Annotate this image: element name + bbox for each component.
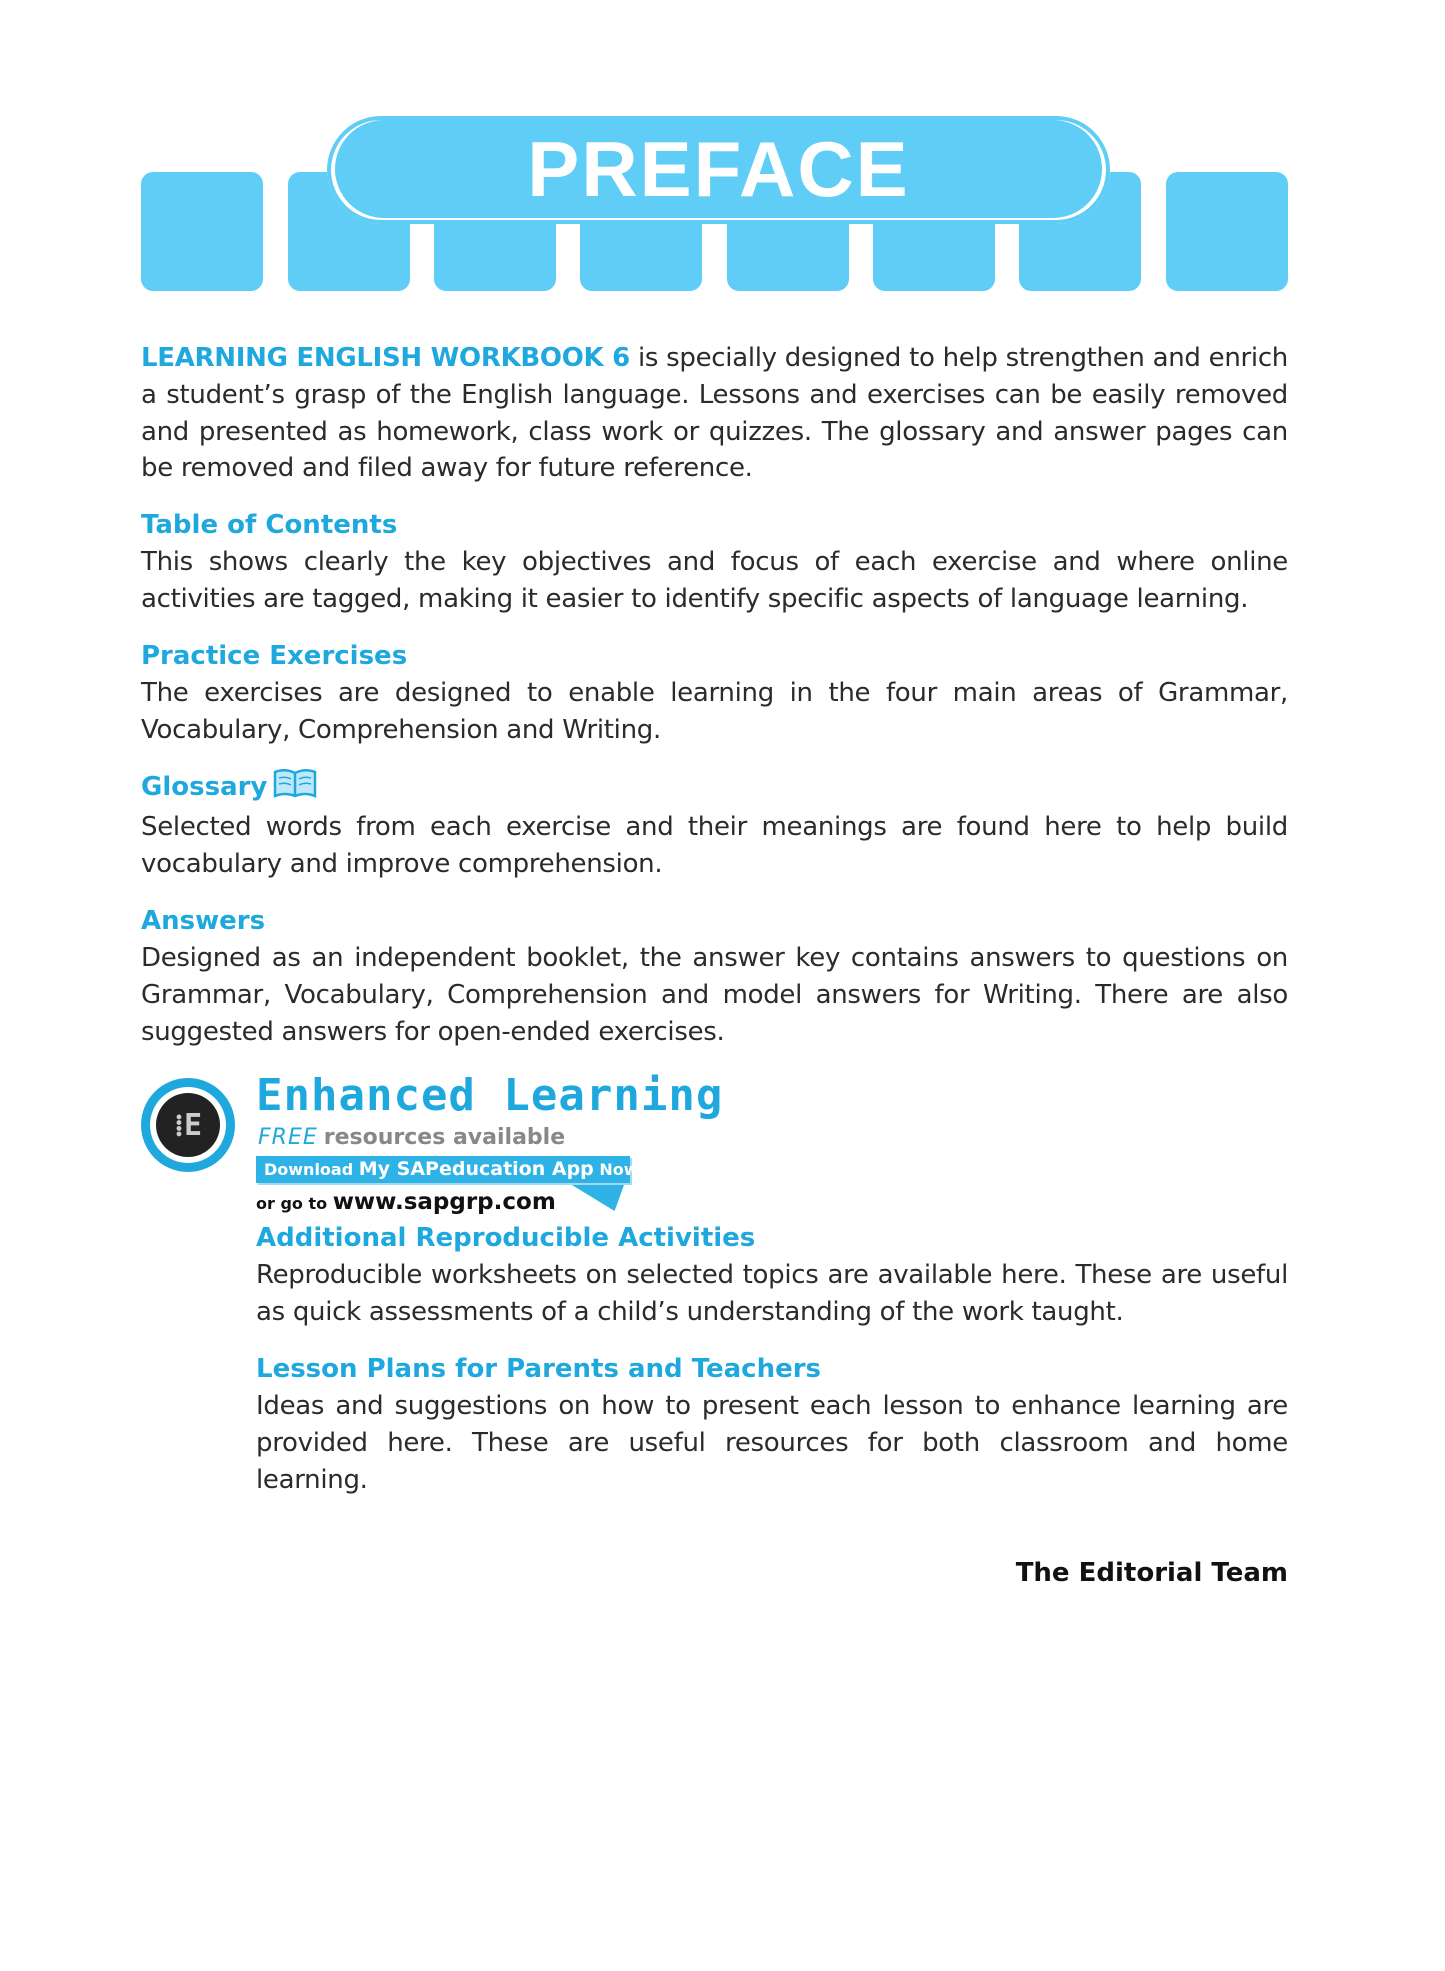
page-title: PREFACE (527, 124, 910, 213)
speech-tail (555, 1181, 626, 1211)
section-heading: Glossary (141, 772, 268, 803)
section-table-of-contents (141, 507, 1288, 618)
section-practice-exercises (141, 638, 1288, 749)
section-lesson-plans (256, 1351, 1288, 1498)
enhanced-learning-logo: ⁞E (141, 1078, 235, 1172)
signature: The Editorial Team (1015, 1558, 1288, 1589)
section-text: Selected words from each exercise and their meanings are found here to help build vocabulary and improve comprehension. (141, 812, 1288, 880)
enhanced-learning-header (141, 1070, 1288, 1220)
section-glossary (141, 768, 1288, 883)
content-column (141, 300, 1288, 1648)
section-text: Ideas and suggestions on how to present each lesson to enhance learning are provided here. These are useful resources for both classroom and home learning. (256, 1390, 1288, 1495)
section-text: This shows clearly the key objectives and focus of each exercise and where online activities are tagged, making it easier to identify specific aspects of language learning. (141, 547, 1288, 614)
banner-block (141, 172, 263, 291)
title-pill (327, 116, 1110, 224)
section-heading: Answers (141, 905, 266, 936)
enhanced-learning-title: Enhanced Learning (256, 1070, 724, 1122)
section-heading: Practice Exercises (141, 640, 408, 671)
header-banner (0, 0, 1445, 300)
intro-paragraph (141, 340, 1288, 487)
website-link[interactable]: or go to www.sapgrp.com (256, 1189, 556, 1216)
section-additional-activities (256, 1220, 1288, 1331)
free-resources-label: FREE resources available (258, 1125, 566, 1151)
section-text: Reproducible worksheets on selected topics are available here. These are useful as quick assessments of a child’s understanding of the work taught. (256, 1260, 1288, 1328)
section-answers (141, 903, 1288, 1050)
section-heading: Lesson Plans for Parents and Teachers (256, 1353, 822, 1384)
section-text: The exercises are designed to enable learning in the four main areas of Grammar, Vocabulary, Comprehension and Writing. (141, 677, 1288, 745)
section-heading: Additional Reproducible Activities (256, 1223, 756, 1254)
section-text: Designed as an independent booklet, the answer key contains answers to questions on Grammar, Vocabulary, Comprehension and model answers for Writing. There are also suggested answers for open-ended exercises. (141, 942, 1288, 1047)
intro-text: is specially designed to help strengthen and enrich a student’s grasp of the English language. Lessons and exercises can be easily removed and presented as homework, class work or quizzes. The glossary and answer pages can be removed and filed away for future reference. (141, 343, 1288, 484)
book-title: LEARNING ENGLISH WORKBOOK 6 (141, 343, 630, 373)
download-app-banner[interactable]: Download My SAPeducation App Now! (256, 1156, 630, 1183)
banner-block (1166, 172, 1288, 291)
section-heading: Table of Contents (141, 510, 398, 541)
book-icon (273, 768, 317, 809)
